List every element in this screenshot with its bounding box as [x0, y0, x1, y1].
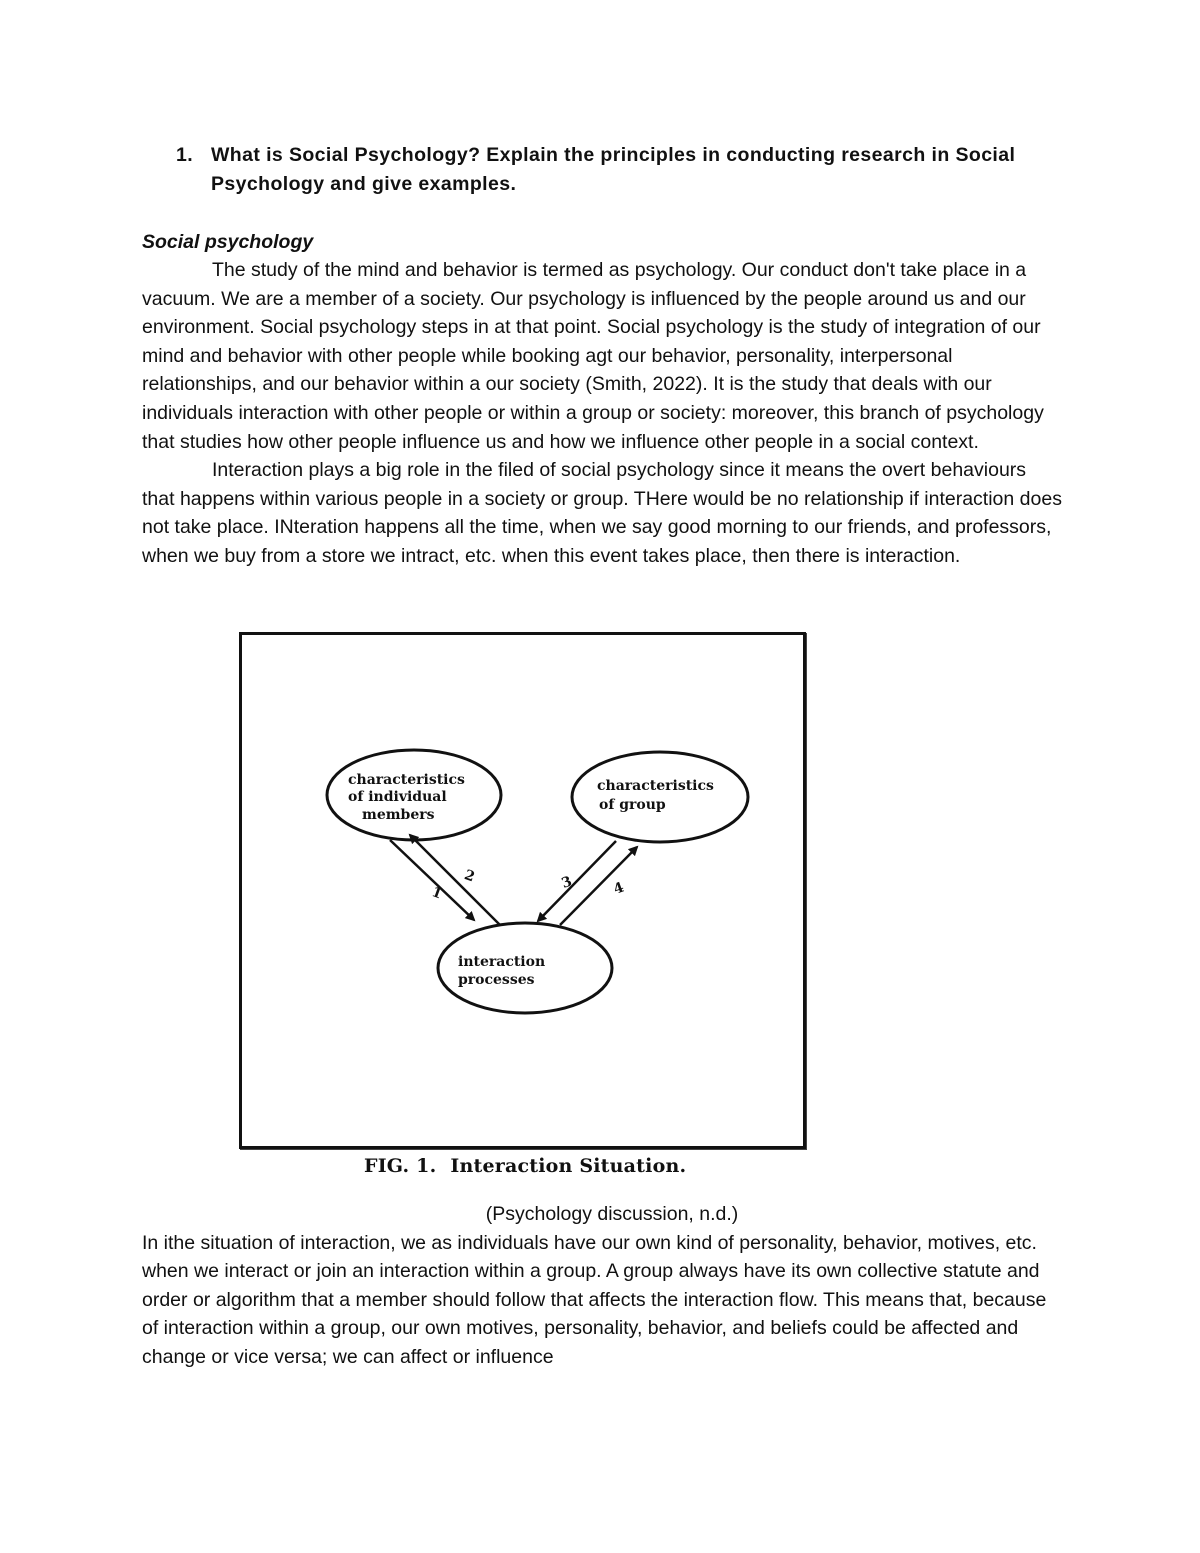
- question-text: What is Social Psychology? Explain the principles in conducting research in Social Psychology and give examples.: [211, 144, 1016, 195]
- arrow-2: [410, 835, 500, 925]
- individual-label-line-3: members: [362, 807, 435, 823]
- body-text-bottom: [142, 1200, 1062, 1372]
- arrow-label-4: 4: [611, 879, 627, 898]
- question-number: 1.: [176, 144, 194, 166]
- figure-citation: (Psychology discussion, n.d.): [485, 1203, 739, 1225]
- group-label-line-2: of group: [599, 797, 666, 813]
- body-text-top: [142, 256, 1062, 571]
- interaction-label-line-1: interaction: [458, 954, 546, 970]
- arrow-label-3: 3: [559, 873, 575, 892]
- paragraph-1: The study of the mind and behavior is termed as psychology. Our conduct don't take place in a vacuum. We are a member of a society. Our psychology is influenced by the people around us and our environment. Social psychology steps in at that point. Social psychology is the study of integration of our mind and behavior with other people while booking agt our behavior, personality, interpersonal relationships, and our behavior within a our society (Smith, 2022). It is the study that deals with our individuals interaction with other people or within a group or society: moreover, this branch of psychology that studies how other people influence us and how we influence other people in a social context.: [142, 259, 1044, 453]
- question-heading: [176, 141, 1056, 199]
- figure-caption-number: FIG. 1.: [364, 1155, 437, 1177]
- figure-frame: [239, 632, 806, 1149]
- individual-label-line-1: characteristics: [348, 772, 465, 788]
- paragraph-2: Interaction plays a big role in the filed of social psychology since it means the overt behaviours that happens within various people in a society or group. THere would be no relationship if interaction does not take place. INteration happens all the time, when we say good morning to our friends, and professors, when we buy from a store we intract, etc. when this event takes place, then there is interaction.: [142, 459, 1062, 567]
- figure-caption: [364, 1155, 686, 1177]
- arrow-label-1: 1: [429, 884, 445, 903]
- group-label-line-1: characteristics: [597, 778, 714, 794]
- individual-label-line-2: of individual: [348, 789, 447, 805]
- interaction-label-line-2: processes: [458, 972, 535, 988]
- section-heading: Social psychology: [142, 231, 314, 253]
- figure-caption-title: Interaction Situation.: [450, 1155, 687, 1177]
- interaction-diagram: [242, 635, 803, 1146]
- paragraph-3: In ithe situation of interaction, we as individuals have our own kind of personality, behavior, motives, etc. when we interact or join an interaction within a group. A group always have its own collective statute and order or algorithm that a member should follow that affects the interaction flow. This means that, because of interaction within a group, our own motives, personality, behavior, and beliefs could be affected and change or vice versa; we can affect or influence: [142, 1231, 1047, 1368]
- arrow-label-2: 2: [462, 867, 477, 886]
- arrow-1: [390, 840, 474, 920]
